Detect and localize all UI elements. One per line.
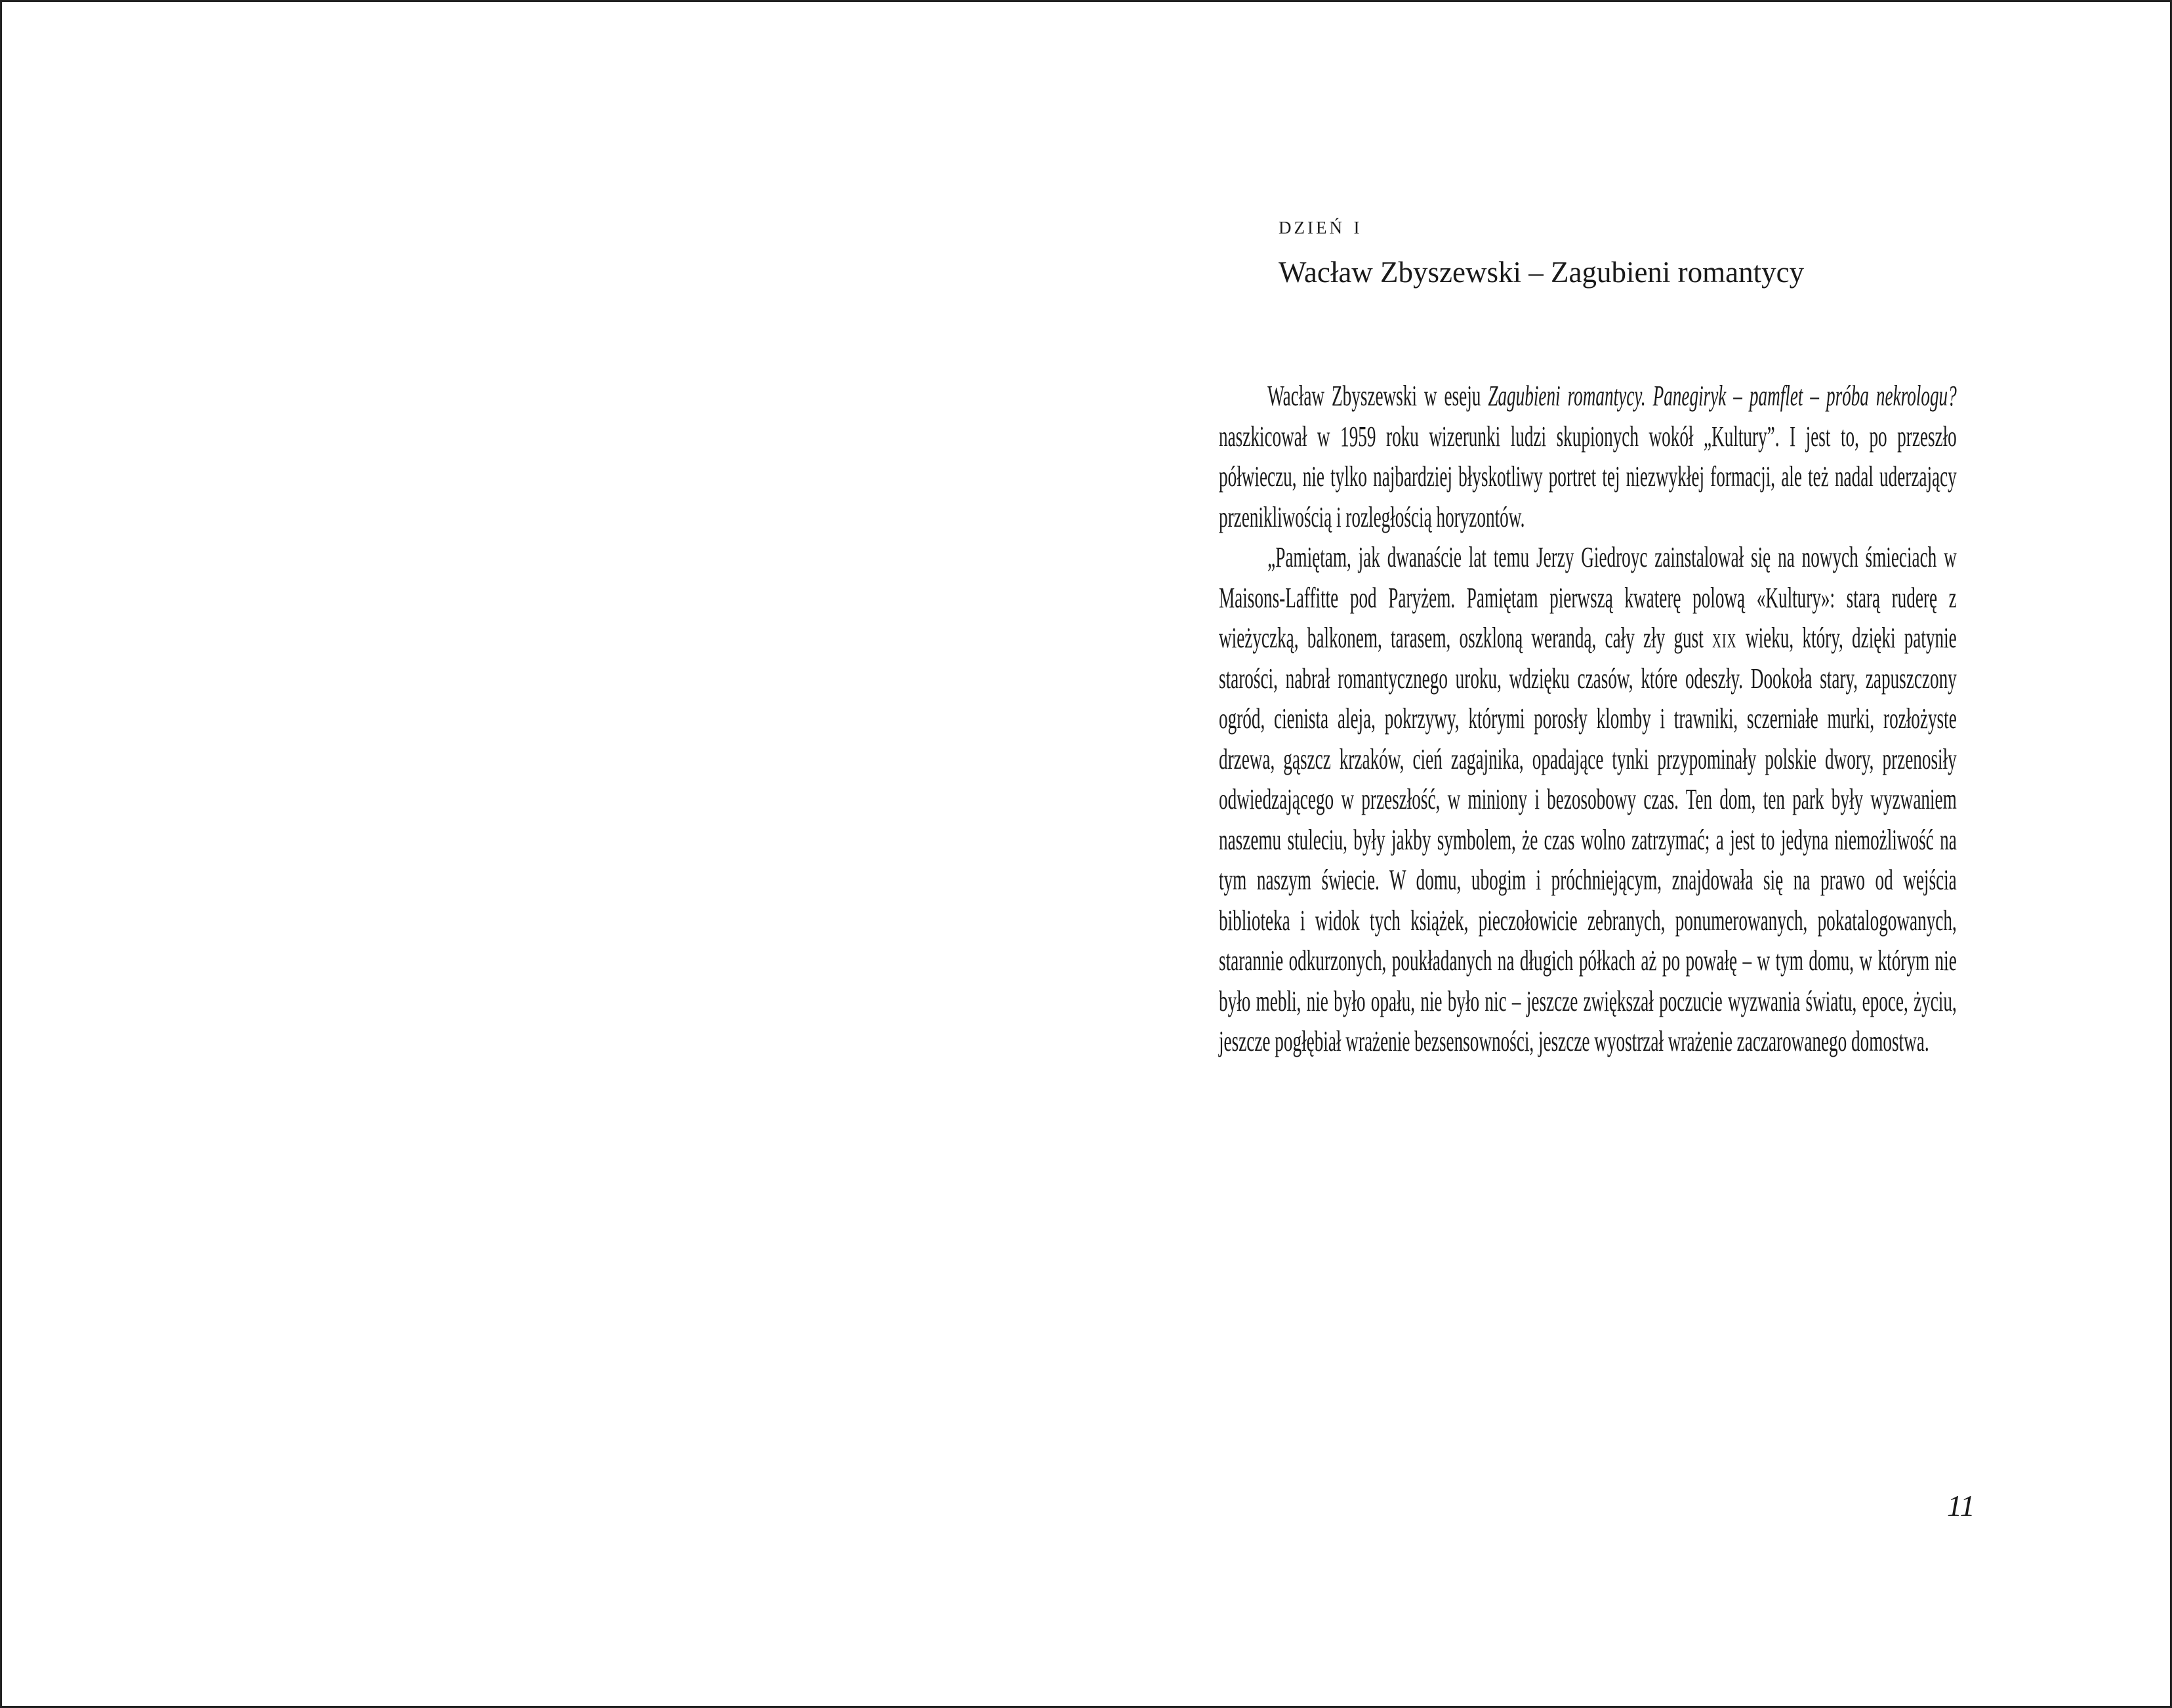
paragraph-2 (1219, 537, 1957, 1062)
chapter-label: dzień i (1279, 212, 1363, 239)
essay-title-italic: Zagubieni romantycy. Panegiryk – pamflet – próba nekrologu? (1488, 380, 1957, 412)
chapter-title: Wacław Zbyszewski – Zagubieni romantycy (1279, 256, 1805, 289)
century-roman-numeral: xix (1711, 622, 1737, 654)
right-page (1088, 2, 2170, 1706)
body-text (1219, 376, 1957, 1062)
paragraph-1-rest: naszkicował w 1959 roku wizerunki ludzi skupionych wokół „Kultury”. I jest to, po przeszło półwieczu, nie tylko najbardziej błyskotliwy portret tej niezwykłej formacji, ale też nadal uderzający przenikliwością i rozległością horyzontów. (1219, 420, 1957, 533)
paragraph-1 (1219, 376, 1957, 537)
paragraph-2-after-century: wieku, który, dzięki patynie starości, nabrał romantycznego uroku, wdzięku czasów, które odeszły. Dookoła stary, zapuszczony ogród, cienista aleja, pokrzywy, którymi porosły klomby i trawniki, sczerniałe murki, rozłożyste drzewa, gąszcz krzaków, cień zagajnika, opadające tynki przypominały polskie dwory, przenosiły odwiedzającego w przeszłość, w miniony i bezosobowy czas. Ten dom, ten park były wyzwaniem naszemu stuleciu, były jakby symbolem, że czas wolno zatrzymać; a jest to jedyna niemożliwość na tym naszym świecie. W domu, ubogim i próchniejącym, znajdowała się na prawo od wejścia biblioteka i widok tych książek, pieczołowicie zebranych, ponumerowanych, pokatalogowanych, starannie odkurzonych, poukładanych na długich półkach aż po powałę – w tym domu, w którym nie było mebli, nie było opału, nie było nic – jeszcze zwiększał poczucie wyzwania światu, epoce, życiu, jeszcze pogłębiał wrażenie bezsensowności, jeszcze wyostrzał wrażenie zaczarowanego domostwa. (1219, 622, 1957, 1057)
left-page-blank (2, 2, 1088, 1706)
paragraph-2-before-century: „Pamiętam, jak dwanaście lat temu Jerzy Giedroyc zainstalował się na nowych śmieciach w Maisons-Laffitte pod Paryżem. Pamiętam pierwszą kwaterę polową «Kultury»: starą ruderę z wieżyczką, balkonem, tarasem, oszkloną werandą, cały zły gust (1219, 541, 1957, 654)
paragraph-1-lead: Wacław Zbyszewski w eseju (1267, 380, 1488, 412)
page-number: 11 (1947, 1489, 1975, 1522)
